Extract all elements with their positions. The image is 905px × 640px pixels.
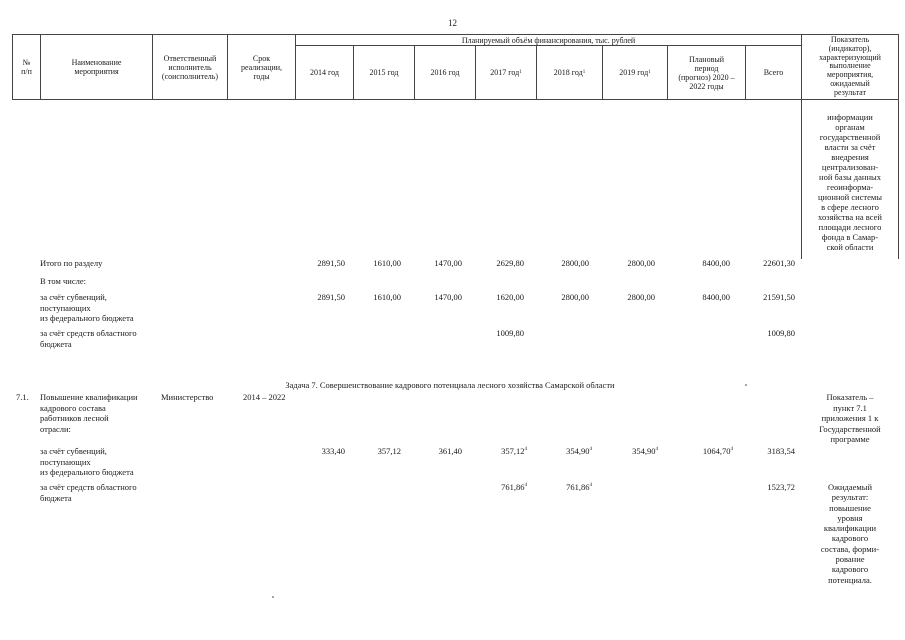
header-funding-group: Планируемый объём финансирования, тыс. рублей [295,34,802,46]
regional-row-label: за счёт средств областного бюджета [40,328,137,349]
header-year-2017: 2017 год 1 [475,45,537,100]
table-header [12,34,899,100]
item71-regional-label: за счёт средств областного бюджета [40,482,137,503]
header-year-2018: 2018 год 1 [536,45,603,100]
header-number: № п/п [12,34,41,100]
item71-federal-2018: 354,90$^4$ [566,446,592,456]
federal-2017: 1620,00 [496,292,524,302]
item71-federal-label: за счёт субвенций, поступающих из федерального бюджета [40,446,134,477]
item71-regional-total: 1523,72 [767,482,795,492]
federal-row-label: за счёт субвенций, поступающих из федерального бюджета [40,292,134,323]
header-indicator: Показатель (индикатор), характеризующий выполнение мероприятия, ожидаемый результат [801,34,899,100]
indicator-continuation-text: информации органам государственной власти за счёт внедрения централизован- ной базы данных геоинформа- ционной системы в сфере лесного хозяйства на всей площади лесного фонда в Самар- ской области [817,112,883,252]
section-total-2018: 2800,00 [561,258,589,268]
indicator-column-right-border [898,99,899,259]
expected-result-text: Ожидаемый результат: повышение уровня квалификации кадрового состава, форми- рование кадрового потенциала. [820,482,880,585]
header-year-2016: 2016 год [414,45,476,100]
header-planned-period: Плановый период (прогноз) 2020 – 2022 годы [667,45,746,100]
federal-total: 21591,50 [763,292,795,302]
federal-period: 8400,00 [702,292,730,302]
item71-number: 7.1. [16,392,29,402]
item71-federal-2015: 357,12 [377,446,401,456]
regional-2017: 1009,80 [496,328,524,338]
federal-2019: 2800,00 [627,292,655,302]
item71-regional-2017: 761,86$^4$ [501,482,527,492]
item71-federal-2017: 357,12$^4$ [501,446,527,456]
section-total-2016: 1470,00 [434,258,462,268]
header-year-2014: 2014 год [295,45,354,100]
page-number: 12 [448,18,457,28]
section-total-2019: 2800,00 [627,258,655,268]
header-year-2019: 2019 год 1 [602,45,668,100]
item71-federal-2014: 333,40 [321,446,345,456]
item71-term: 2014 – 2022 [243,392,286,402]
item71-federal-total: 3183,54 [767,446,795,456]
federal-2014: 2891,50 [317,292,345,302]
section-total-2017: 2629,80 [496,258,524,268]
header-year-2015: 2015 год [353,45,415,100]
including-label: В том числе: [40,276,86,286]
federal-2018: 2800,00 [561,292,589,302]
item71-executor: Министерство [161,392,214,402]
section-total-period: 8400,00 [702,258,730,268]
scan-speck [272,596,274,598]
header-executor: Ответственный исполнитель (соисполнитель) [152,34,228,100]
item71-indicator: Показатель – пункт 7.1 приложения 1 к Государственной программе [819,392,881,444]
header-total: Всего [745,45,802,100]
regional-total: 1009,80 [767,328,795,338]
section-total-2015: 1610,00 [373,258,401,268]
section-total-label: Итого по разделу [40,258,103,268]
section-total-sum: 22601,30 [763,258,795,268]
item71-federal-2019: 354,90$^4$ [632,446,658,456]
item71-federal-2016: 361,40 [438,446,462,456]
section-total-2014: 2891,50 [317,258,345,268]
federal-2015: 1610,00 [373,292,401,302]
item71-name: Повышение квалификации кадрового состава работников лесной отрасли: [40,392,138,434]
scan-speck [745,384,747,386]
task7-title: Задача 7. Совершенствование кадрового потенциала лесного хозяйства Самарской области [285,380,615,390]
header-name: Наименование мероприятия [40,34,153,100]
item71-federal-period: 1064,70$^4$ [702,446,733,456]
item71-regional-2018: 761,86$^4$ [566,482,592,492]
federal-2016: 1470,00 [434,292,462,302]
header-term: Срок реализации, годы [227,34,296,100]
